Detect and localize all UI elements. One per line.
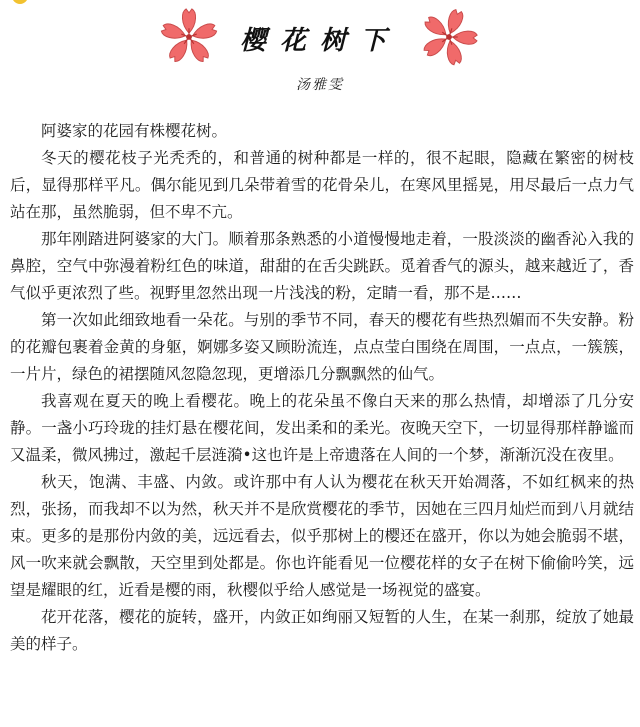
- article-title: 樱花树下: [239, 26, 400, 56]
- header: [0, 0, 640, 100]
- paragraph: 秋天，饱满、丰盛、内敛。或许那中有人认为樱花在秋天开始凋落，不如红枫来的热烈，张扬，而我却不以为然，秋天并不是欣赏樱花的季节，因她在三四月灿烂而到八月就结束。更多的是那份内敛的美，远远看去，似乎那树上的樱还在盛开，你以为她会脆弱不堪，风一吹来就会飘散，天空里到处都是。你也许能看见一位樱花样的女子在树下偷偷吟笑，远望是耀眼的红，近看是樱的雨，秋樱似乎给人感觉是一场视觉的盛宴。: [10, 473, 634, 599]
- paragraph: 冬天的樱花枝子光秃秃的，和普通的树种都是一样的，很不起眼，隐藏在繁密的树枝后，显得那样平凡。偶尔能见到几朵带着雪的花骨朵儿，在寒风里摇晃，用尽最后一点力气站在那，虽然脆弱，但不卑不亢。: [10, 149, 634, 221]
- paragraph: 花开花落，樱花的旋转，盛开，内敛正如绚丽又短暂的人生，在某一刹那，绽放了她最美的样子。: [10, 608, 634, 653]
- article-author: 汤雅雯: [296, 77, 344, 93]
- paragraph: 第一次如此细致地看一朵花。与别的季节不同，春天的樱花有些热烈媚而不失安静。粉的花瓣包裹着金黄的身躯，婀娜多姿又顾盼流连，点点莹白围绕在周围，一点点，一簇簇，一片片，绿色的裙摆随风忽隐忽现，更增添几分飘飘然的仙气。: [10, 311, 634, 383]
- paragraph: 那年刚踏进阿婆家的大门。顺着那条熟悉的小道慢慢地走着，一股淡淡的幽香沁入我的鼻腔，空气中弥漫着粉红色的味道，甜甜的在舌尖跳跃。觅着香气的源头，越来越近了，香气似乎更浓烈了些。视野里忽然出现一片浅浅的粉，定睛一看，那不是……: [10, 230, 634, 302]
- sakura-flower-icon: [158, 6, 220, 68]
- paragraph: 阿婆家的花园有株樱花树。: [41, 122, 228, 140]
- paragraph: 我喜观在夏天的晚上看樱花。晚上的花朵虽不像白天来的那么热情，却增添了几分安静。一盏小巧玲珑的挂灯悬在樱花间，发出柔和的柔光。夜晚天空下，一切显得那样静谧而又温柔，微风拂过，激起千层涟漪•这也许是上帝遗落在人间的一个梦，渐渐沉没在夜里。: [10, 392, 634, 464]
- sakura-flower-icon: [418, 6, 480, 68]
- article-body: [10, 118, 634, 658]
